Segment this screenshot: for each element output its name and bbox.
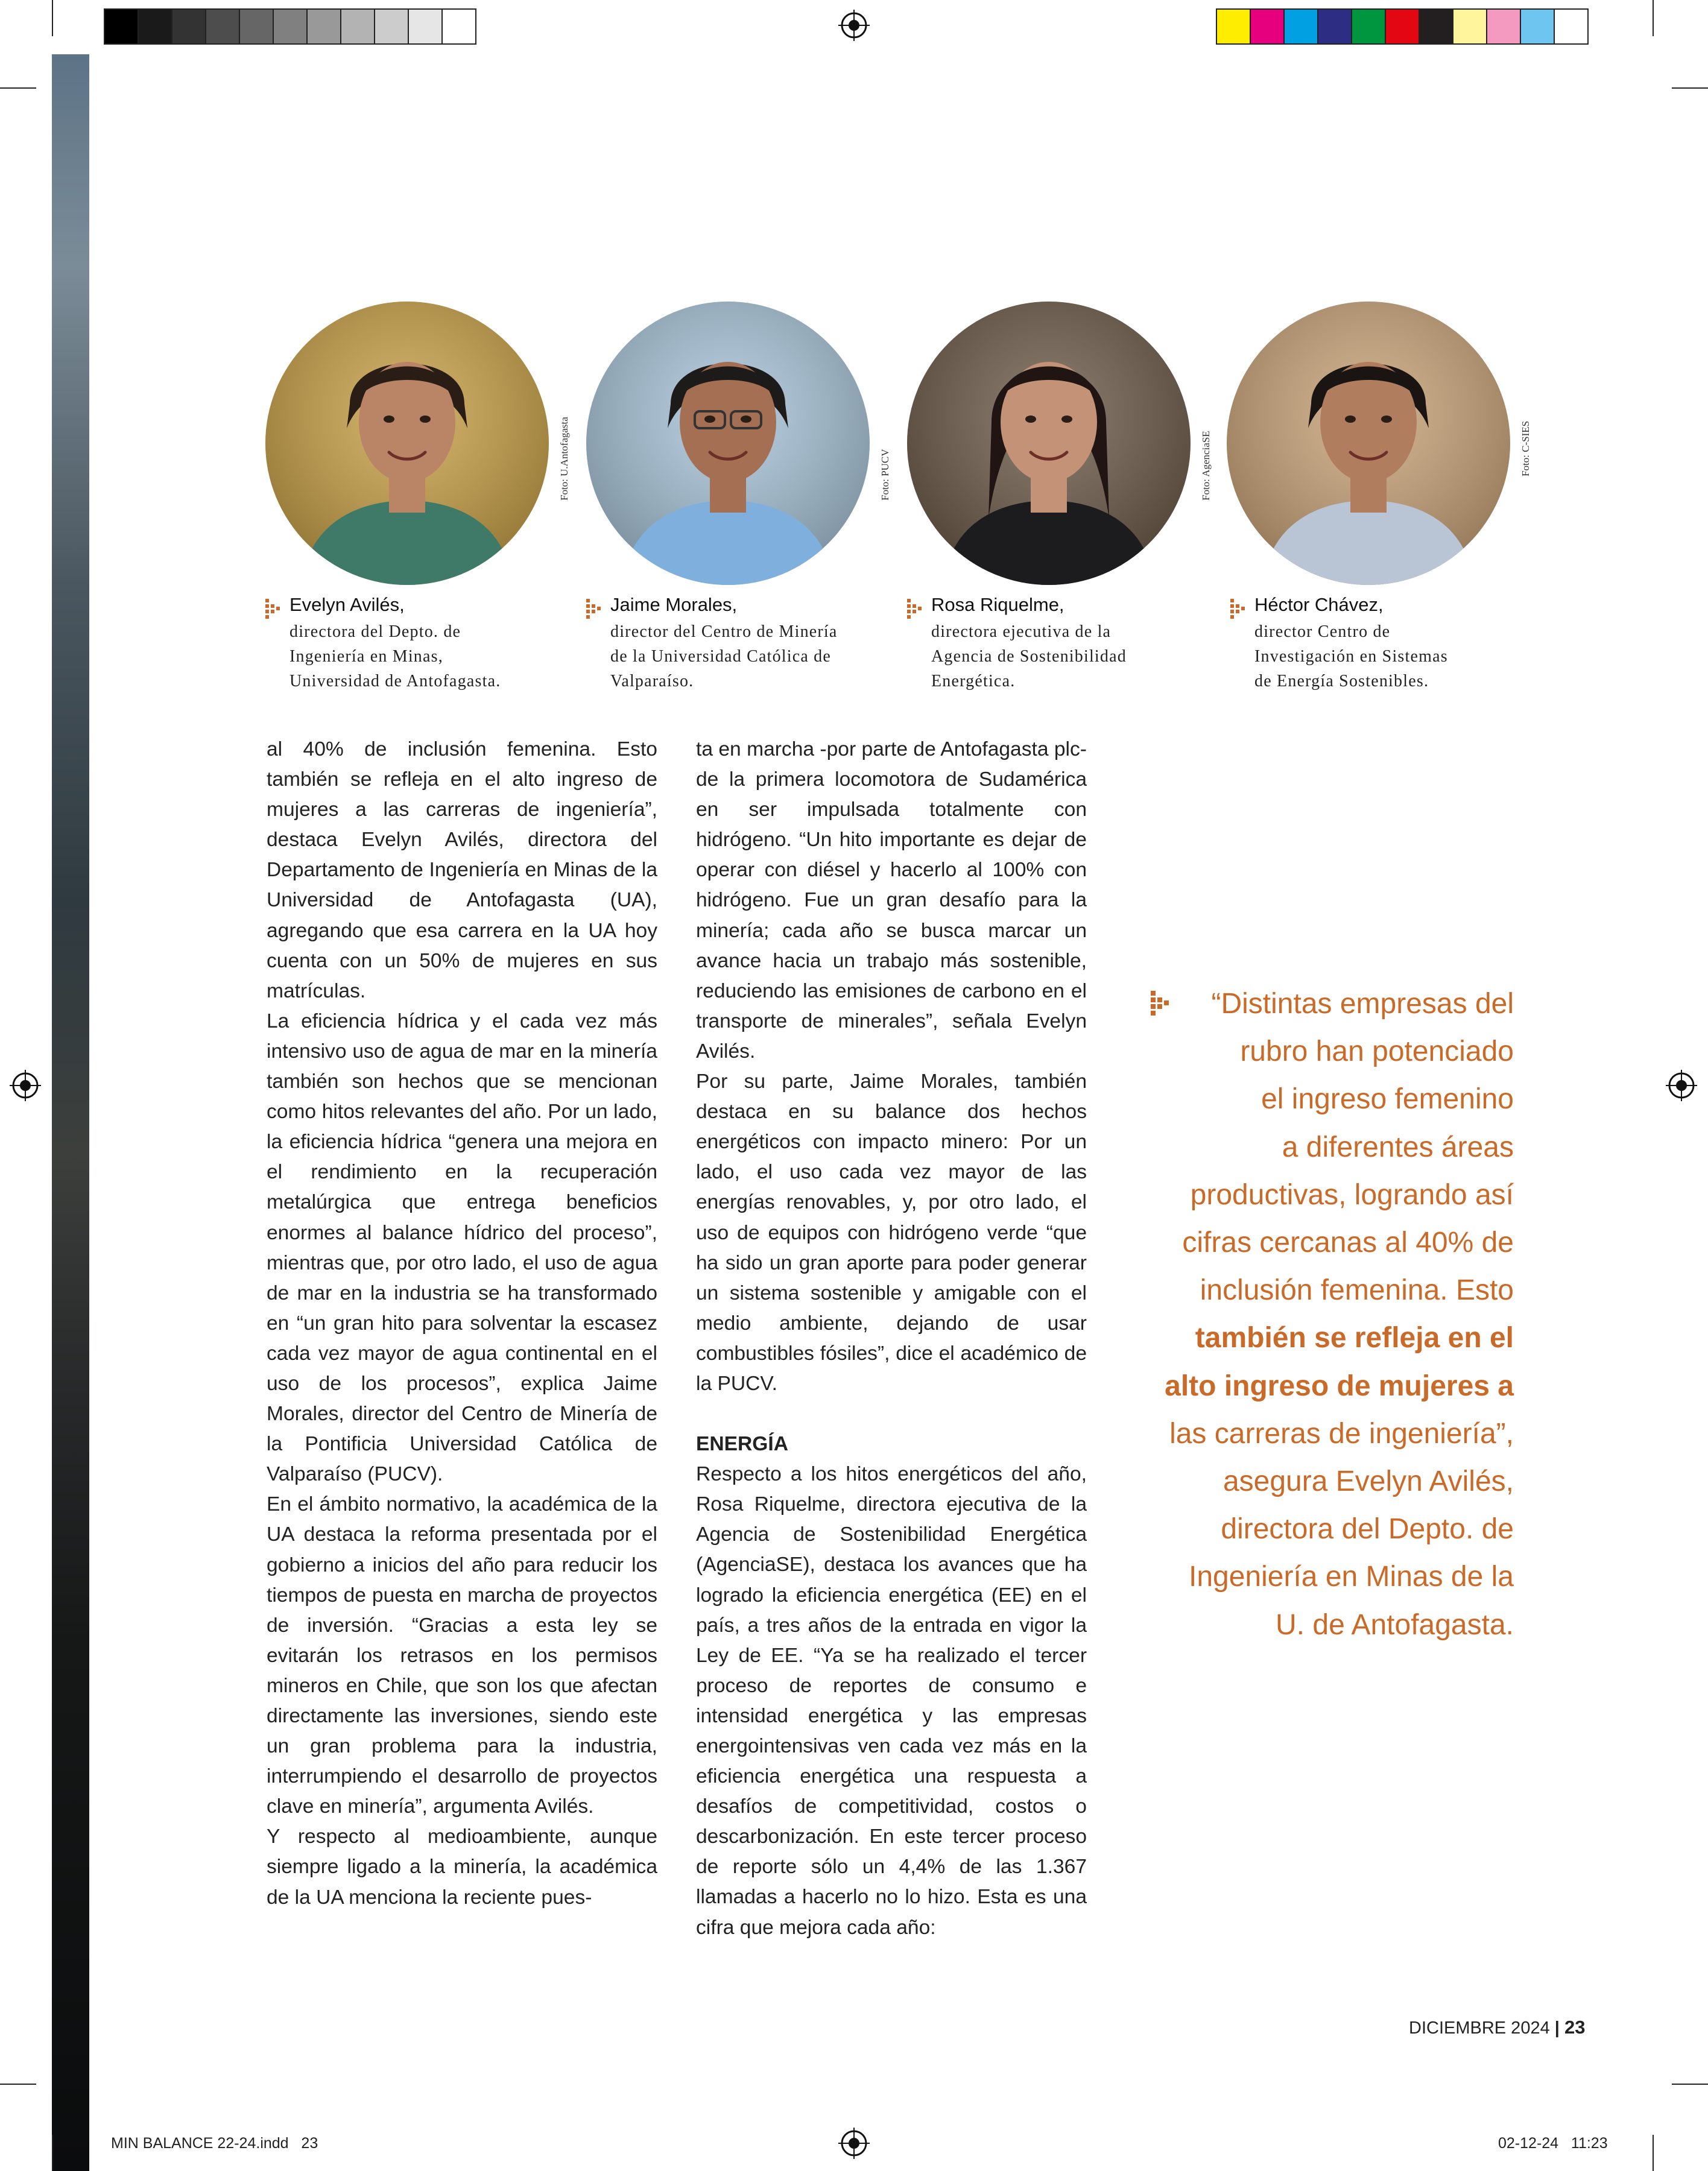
issue-month: DICIEMBRE 2024 [1409,2018,1550,2038]
article-column-2 [696,735,1087,1943]
slug-file: MIN BALANCE 22-24.indd 23 [111,2135,318,2152]
profile-photo [907,302,1191,585]
registration-mark-icon [838,2128,870,2159]
gray-color-bar [104,8,476,45]
registration-mark-icon [1666,1070,1697,1101]
crop-mark [0,87,36,89]
color-swatch [1385,8,1420,45]
color-swatch [340,8,375,45]
person-title: directora ejecutiva de la Agencia de Sostenibilidad Energética. [931,622,1127,690]
crop-mark [52,2135,53,2171]
folio-separator: | [1554,2018,1560,2038]
pull-quote-part1: “Distintas empresas del rubro han potenciado el ingreso femenino a diferentes áreas productivas, logrando así cifras cercanas al 40% de inclusión femenina. Esto [1182,988,1514,1307]
color-swatch [273,8,308,45]
crop-mark [1653,2135,1654,2171]
registration-mark-icon [10,1070,41,1101]
paragraph: Por su parte, Jaime Morales, también destaca en su balance dos hechos energéticos con impacto minero: Por un lado, el uso cada vez mayor de las energías renovables, y, por otro lado, el uso de equipos con hidrógeno verde “que ha sido un gran aporte para poder generar un sistema sostenible y amigable con el medio ambiente, dejando de usar combustibles fósiles”, dice el académico de la PUCV. [696,1070,1087,1395]
color-swatch [171,8,206,45]
crop-mark [1672,87,1708,89]
paragraph: La eficiencia hídrica y el cada vez más intensivo uso de agua de mar en la minería también son hechos que se mencionan como hitos relevantes del año. Por un lado, la eficiencia hídrica “genera una mejora en el rendimiento en la recuperación metalúrgica que entrega beneficios enormes al balance hídrico del proceso”, mientras que, por otro lado, el uso de agua de mar en la industria se ha transformado en “un gran hito para solventar la escasez cada vez mayor de agua continental en el uso de los procesos”, explica Jaime Morales, director del Centro de Minería de la Pontificia Universidad Católica de Valparaíso (PUCV). [267,1010,657,1486]
pull-quote-text [1122,980,1514,1649]
color-swatch [1520,8,1555,45]
color-swatch [1216,8,1251,45]
color-swatch [374,8,409,45]
person-name: Evelyn Avilés, [289,594,405,615]
left-photo-strip [52,54,89,2171]
color-swatch [1317,8,1352,45]
crop-mark [52,0,53,36]
bullet-marker-icon [907,599,924,619]
paragraph: al 40% de inclusión femenina. Esto también se refleja en el alto ingreso de mujeres a las carreras de ingeniería”, destaca Evelyn Avilés, directora del Departamento de Ingeniería en Minas de la Universidad de Antofagasta (UA), agregando que esa carrera en la UA hoy cuenta con un 50% de mujeres en sus matrículas. [267,738,657,1002]
crop-mark [1672,2084,1708,2085]
profile-photo [586,302,870,585]
person-title: director del Centro de Minería de la Universidad Católica de Valparaíso. [610,622,838,690]
person-name: Héctor Chávez, [1254,594,1384,615]
photo-credit: Foto: AgenciaSE [1200,431,1212,501]
photo-credit: Foto: PUCV [879,449,891,501]
color-swatch [1250,8,1285,45]
paragraph: Y respecto al medioambiente, aunque siempre ligado a la minería, la académica de la UA menciona la reciente pues- [267,1825,657,1909]
color-swatch [138,8,172,45]
portrait-icon [907,302,1191,585]
pull-quote-part2: las carreras de ingeniería”, asegura Evelyn Avilés, directora del Depto. de Ingeniería en Minas de la U. de Antofagasta. [1169,1417,1514,1641]
profile-photo [265,302,549,585]
page-number: 23 [1564,2017,1586,2038]
color-swatch [306,8,341,45]
color-swatch [1452,8,1487,45]
bullet-marker-icon [586,599,603,619]
color-swatch [408,8,443,45]
pull-quote-bold: también se refleja en el alto ingreso de mujeres a [1165,1322,1514,1402]
color-swatch [441,8,476,45]
process-color-bar [1216,8,1589,45]
portrait-icon [1227,302,1510,585]
paragraph: En el ámbito normativo, la académica de la UA destaca la reforma presentada por el gobierno a inicios del año para reducir los tiempos de puesta en marcha de proyectos de inversión. “Gracias a esta ley se evitarán los retrasos en los permisos mineros en Chile, que son los que afectan directamente las inversiones, siendo este un gran problema para la industria, interrumpiendo el desarrollo de proyectos clave en minería”, argumenta Avilés. [267,1493,657,1818]
registration-mark-icon [838,10,870,41]
color-swatch [104,8,139,45]
person-title: director Centro de Investigación en Sistemas de Energía Sostenibles. [1254,622,1448,690]
color-swatch [1351,8,1386,45]
color-swatch [1419,8,1453,45]
article-column-1 [267,735,657,1913]
bullet-marker-icon [265,599,282,619]
crop-mark [0,2084,36,2085]
photo-credit: Foto: U.Antofagasta [558,417,570,501]
person-name: Rosa Riquelme, [931,594,1064,615]
paragraph: Respecto a los hitos energéticos del año, Rosa Riquelme, directora ejecutiva de la Agencia de Sostenibilidad Energética (AgenciaSE), destaca los avances que ha logrado la eficiencia energética (EE) en el país, a tres años de la entrada en vigor la Ley de EE. “Ya se ha realizado el tercer proceso de reportes de consumo e intensidad energética y las empresas energointensivas ven cada vez más en la eficiencia energética una respuesta a desafíos de competitividad, costos o descarbonización. En este tercer proceso de reporte sólo un 4,4% de las 1.367 llamadas a hacerlo no lo hizo. Esta es una cifra que mejora cada año: [696,1463,1087,1939]
paragraph: ta en marcha -por parte de Antofagasta plc- de la primera locomotora de Sudamérica en ser impulsada totalmente con hidrógeno. “Un hito importante es dejar de operar con diésel y hacerlo al 100% con hidrógeno. Fue un gran desafío para la minería; cada año se busca marcar un avance hacia un trabajo más sostenible, reduciendo las emisiones de carbono en el transporte de minerales”, señala Evelyn Avilés. [696,738,1087,1063]
slug-date: 02-12-24 11:23 [1498,2135,1608,2152]
person-title: directora del Depto. de Ingeniería en Minas, Universidad de Antofagasta. [289,622,501,690]
color-swatch [239,8,274,45]
color-swatch [1486,8,1521,45]
photo-credit: Foto: C-SIES [1520,420,1531,476]
person-name: Jaime Morales, [610,594,738,615]
color-swatch [205,8,240,45]
crop-mark [1653,0,1654,36]
bullet-marker-icon [1230,599,1247,619]
portrait-icon [265,302,549,585]
color-swatch [1554,8,1589,45]
portrait-icon [586,302,870,585]
section-heading: ENERGÍA [696,1433,788,1456]
color-swatch [1283,8,1318,45]
profile-photo [1227,302,1510,585]
folio [1409,2017,1585,2038]
